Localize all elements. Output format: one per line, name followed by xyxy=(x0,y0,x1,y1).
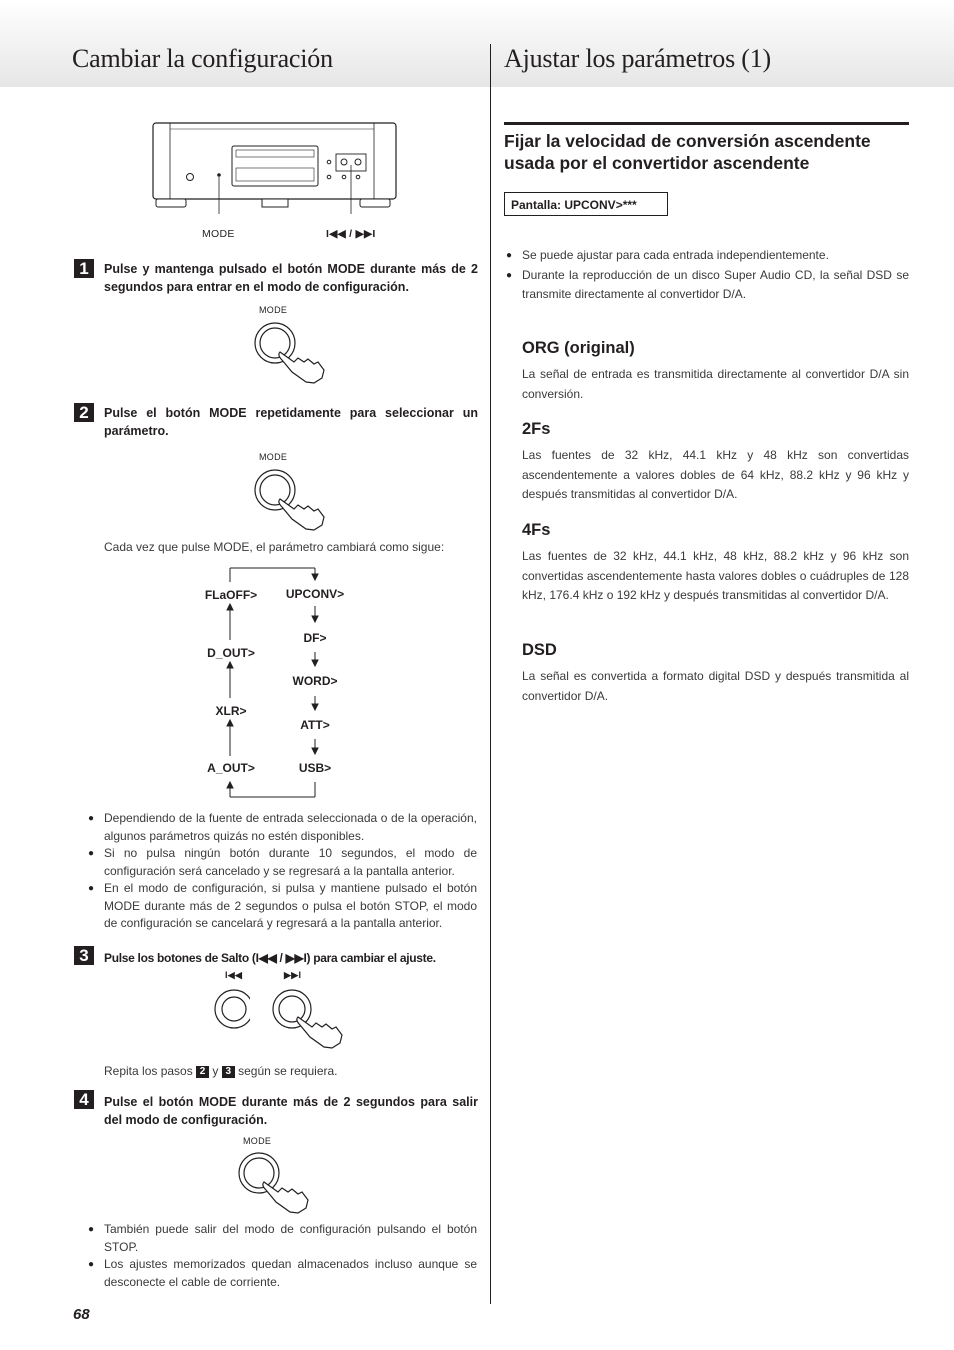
flow-item-a-out: A_OUT> xyxy=(207,761,255,775)
repeat-step-b-badge: 3 xyxy=(222,1066,235,1078)
skip-next-label: ▶▶I xyxy=(284,970,302,980)
repeat-text-before: Repita los pasos xyxy=(104,1064,193,1078)
device-front-panel-illustration xyxy=(148,118,404,214)
option-2fs-title: 2Fs xyxy=(522,420,551,438)
option-org-text: La señal de entrada es transmitida directamente al convertidor D/A sin conversión. xyxy=(522,367,909,401)
repeat-text-after: según se requiera. xyxy=(238,1064,338,1078)
column-divider xyxy=(490,44,491,1304)
step-4-mode-button-press-icon xyxy=(234,1148,314,1216)
option-2fs-text: Las fuentes de 32 kHz, 44.1 kHz y 48 kHz son convertidas ascendentemente a valores dobles de 64 kHz, 88.2 kHz y 96 kHz y después transmitidas al convertidor D/A. xyxy=(522,448,909,501)
right-notes-list xyxy=(506,246,909,305)
flow-item-word: WORD> xyxy=(292,674,338,688)
cycle-intro-text: Cada vez que pulse MODE, el parámetro cambiará como sigue: xyxy=(104,540,445,554)
skip-prev-label: I◀◀ xyxy=(225,970,243,980)
note-item: ● Se puede ajustar para cada entrada independientemente. xyxy=(506,246,909,266)
repeat-text-mid: y xyxy=(212,1064,219,1078)
display-indicator-box: Pantalla: UPCONV>*** xyxy=(504,192,668,216)
option-dsd-text: La señal es convertida a formato digital DSD y después transmitida al convertidor D/A. xyxy=(522,669,909,703)
flow-item-d-out: D_OUT> xyxy=(207,646,255,660)
flow-item-flaoff: FLaOFF> xyxy=(204,588,258,602)
step-2-text: Pulse el botón MODE repetidamente para seleccionar un parámetro. xyxy=(104,406,478,438)
device-skip-label: I◀◀ / ▶▶I xyxy=(326,228,376,240)
step-2-number: 2 xyxy=(74,403,94,422)
flow-item-att: ATT> xyxy=(300,718,330,732)
section-title: Fijar la velocidad de conversión ascendente usada por el convertidor ascendente xyxy=(504,131,871,173)
flow-item-upconv: UPCONV> xyxy=(285,587,345,601)
notes-list-a xyxy=(88,810,477,933)
step-4-mode-label: MODE xyxy=(243,1136,272,1146)
flow-item-xlr: XLR> xyxy=(215,704,247,718)
note-item: ● Durante la reproducción de un disco Super Audio CD, la señal DSD se transmite directamente al convertidor D/A. xyxy=(506,266,909,305)
repeat-step-a-badge: 2 xyxy=(196,1066,209,1078)
flow-item-usb: USB> xyxy=(298,761,332,775)
note-item: ● También puede salir del modo de configuración pulsando el botón STOP. xyxy=(88,1221,477,1256)
option-org-title: ORG (original) xyxy=(522,339,635,357)
option-dsd-title: DSD xyxy=(522,641,557,659)
note-item: ● En el modo de configuración, si pulsa y mantiene pulsado el botón MODE durante más de 2 segundos o pulsa el botón STOP, el modo de configuración se cancelará y regresará a la pantalla anterior. xyxy=(88,880,477,933)
page-title-right: Ajustar los parámetros (1) xyxy=(504,44,772,73)
step-3-text: Pulse los botones de Salto (I◀◀ / ▶▶I) para cambiar el ajuste. xyxy=(104,951,436,965)
flow-item-df: DF> xyxy=(303,631,327,645)
step-4-text: Pulse el botón MODE durante más de 2 segundos para salir del modo de configuración. xyxy=(104,1095,478,1127)
note-item: ● Los ajustes memorizados quedan almacenados incluso aunque se desconecte el cable de corriente. xyxy=(88,1256,477,1291)
step-1-number: 1 xyxy=(74,259,94,278)
skip-next-button-press-icon xyxy=(266,985,346,1053)
page-title-left: Cambiar la configuración xyxy=(72,44,333,73)
note-item: ● Dependiendo de la fuente de entrada seleccionada o de la operación, algunos parámetros quizás no estén disponibles. xyxy=(88,810,477,845)
section-rule xyxy=(504,122,909,125)
step-4-number: 4 xyxy=(74,1090,94,1109)
device-mode-label: MODE xyxy=(202,228,235,240)
step-1-mode-label: MODE xyxy=(259,305,288,315)
option-4fs-title: 4Fs xyxy=(522,521,551,539)
step-1-text: Pulse y mantenga pulsado el botón MODE durante más de 2 segundos para entrar en el modo de configuración. xyxy=(104,262,478,294)
step-3-number: 3 xyxy=(74,946,94,965)
note-item: ● Si no pulsa ningún botón durante 10 segundos, el modo de configuración será cancelado y se regresará a la pantalla anterior. xyxy=(88,845,477,880)
notes-list-b xyxy=(88,1221,477,1291)
step-1-mode-button-press-icon xyxy=(250,318,330,386)
step-2-mode-button-press-icon xyxy=(250,465,330,533)
page-number: 68 xyxy=(73,1306,90,1323)
step-2-mode-label: MODE xyxy=(259,452,288,462)
option-4fs-text: Las fuentes de 32 kHz, 44.1 kHz, 48 kHz, 88.2 kHz y 96 kHz son convertidas ascendentemente hasta valores dobles o cuádruples de 128 kHz, 176.4 kHz o 192 kHz y después transmitidas al convertidor D/A. xyxy=(522,549,909,602)
skip-prev-button-icon xyxy=(210,985,250,1035)
repeat-steps-text xyxy=(104,1062,338,1080)
